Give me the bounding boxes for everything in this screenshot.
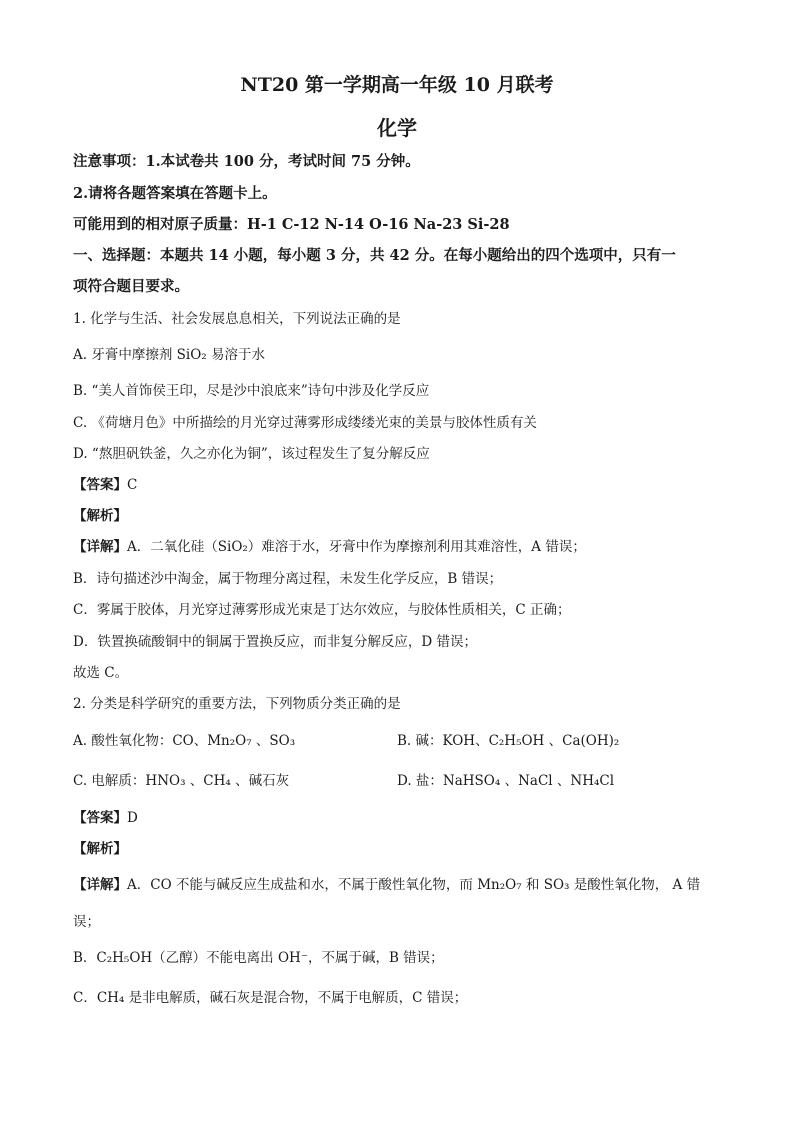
question-1-option-d: D. “熬胆矾铁釜，久之亦化为铜”，该过程发生了复分解反应 [73, 446, 430, 462]
question-2-option-a: A. 酸性氧化物：CO、Mn₂O₇ 、SO₃ [73, 733, 296, 749]
section-heading: 一、选择题：本题共 14 小题，每小题 3 分，共 42 分。在每小题给出的四个选项中，只有一 [73, 247, 676, 264]
answer-value: C [127, 477, 138, 493]
question-2-option-d: D. 盐：NaHSO₄ 、NaCl 、NH₄Cl [397, 773, 615, 789]
question-2-analysis-tag: 【解析】 [73, 841, 127, 857]
notes-line-1: 注意事项：1.本试卷共 100 分，考试时间 75 分钟。 [73, 153, 420, 170]
question-1-detail-2: B．诗句描述沙中淘金，属于物理分离过程，未发生化学反应，B 错误； [73, 571, 503, 587]
question-1-stem: 1. 化学与生活、社会发展息息相关，下列说法正确的是 [73, 311, 401, 327]
section-heading-cont: 项符合题目要求。 [73, 278, 189, 295]
question-1-option-c: C. 《荷塘月色》中所描绘的月光穿过薄雾形成缕缕光束的美景与胶体性质有关 [73, 415, 537, 431]
question-2-answer [73, 806, 138, 826]
question-1-detail-4: D．铁置换硫酸铜中的铜属于置换反应，而非复分解反应，D 错误； [73, 634, 477, 650]
question-2-stem: 2. 分类是科学研究的重要方法，下列物质分类正确的是 [73, 696, 401, 712]
detail-text: A．二氧化硅（SiO₂）难溶于水，牙膏中作为摩擦剂利用其难溶性，A 错误； [127, 539, 586, 555]
answer-tag: 【答案】 [73, 477, 127, 493]
atomic-mass-line: 可能用到的相对原子质量：H-1 C-12 N-14 O-16 Na-23 Si-28 [73, 216, 510, 233]
answer-value: D [127, 810, 138, 826]
question-1-detail-1 [73, 535, 586, 555]
question-1-conclusion: 故选 C。 [73, 665, 129, 681]
question-2-option-b: B. 碱：KOH、C₂H₅OH 、Ca(OH)₂ [397, 733, 620, 749]
notes-line-2: 2.请将各题答案填在答题卡上。 [73, 185, 277, 202]
question-1-detail-3: C．雾属于胶体，月光穿过薄雾形成光束是丁达尔效应，与胶体性质相关，C 正确； [73, 602, 571, 618]
detail-text: A．CO 不能与碱反应生成盐和水，不属于酸性氧化物，而 Mn₂O₇ 和 SO₃ 是酸性氧化物， A 错 [127, 877, 701, 893]
answer-tag: 【答案】 [73, 810, 127, 826]
question-1-analysis-tag: 【解析】 [73, 508, 127, 524]
question-2-detail-1-cont: 误； [73, 914, 100, 930]
exam-title: NT20 第一学期高一年级 10 月联考 [240, 74, 554, 96]
question-2-detail-2: B．C₂H₅OH（乙醇）不能电离出 OH⁻，不属于碱，B 错误； [73, 950, 444, 966]
detail-tag: 【详解】 [73, 539, 127, 555]
question-2-option-c: C. 电解质：HNO₃ 、CH₄ 、碱石灰 [73, 773, 290, 789]
question-1-option-a: A. 牙膏中摩擦剂 SiO₂ 易溶于水 [73, 347, 265, 363]
subject-title: 化学 [377, 116, 417, 140]
question-2-detail-3: C．CH₄ 是非电解质，碱石灰是混合物，不属于电解质，C 错误； [73, 990, 468, 1006]
question-1-answer [73, 473, 137, 493]
question-1-option-b: B. “美人首饰侯王印，尽是沙中浪底来”诗句中涉及化学反应 [73, 383, 430, 399]
detail-tag: 【详解】 [73, 877, 127, 893]
question-2-detail-1 [73, 873, 700, 893]
